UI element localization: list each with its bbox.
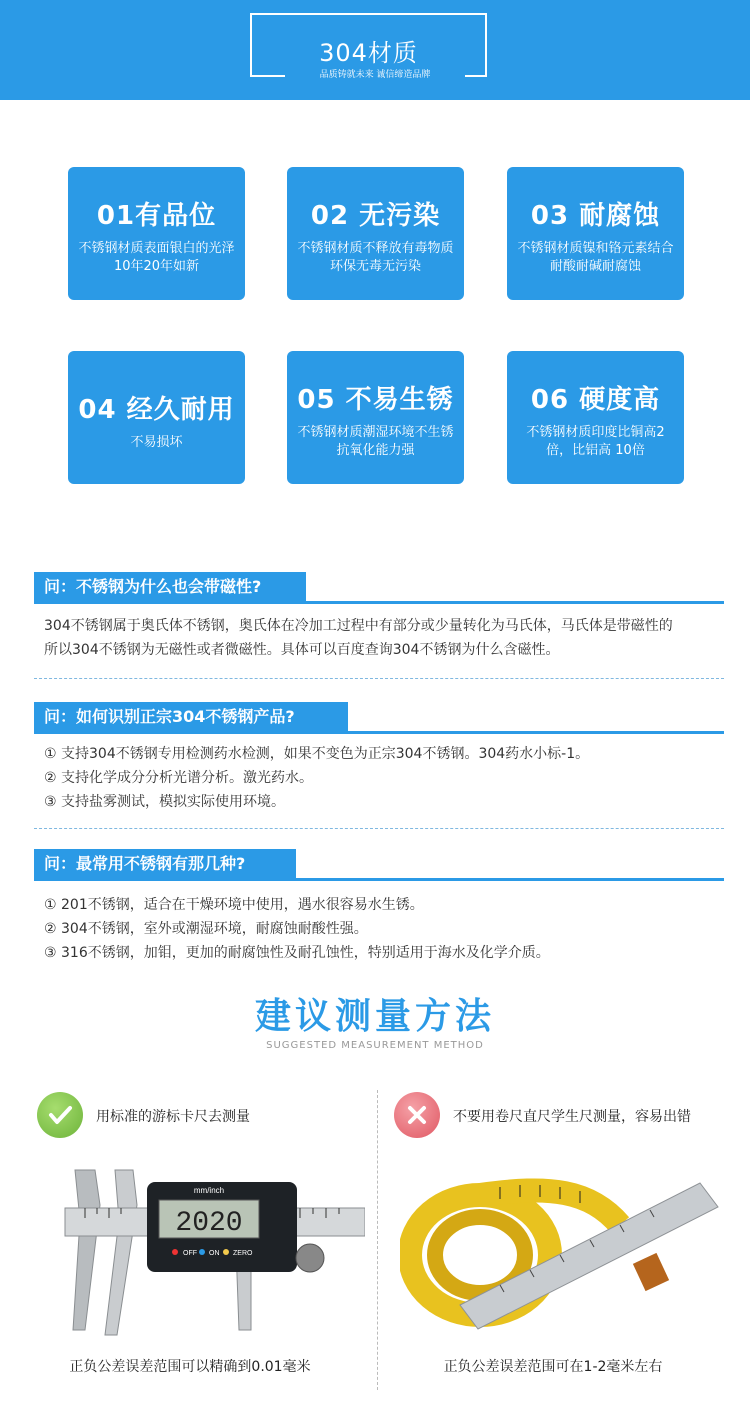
good-caption: 正负公差误差范围可以精确到0.01毫米	[69, 1359, 311, 1375]
caliper-on-label: ON	[209, 1250, 220, 1257]
feature-title: 04 经久耐用	[78, 395, 235, 425]
feature-card	[287, 351, 464, 484]
feature-card	[507, 167, 684, 300]
feature-desc: 不锈钢材质不释放有毒物质环保无毒无污染	[297, 241, 454, 274]
caliper-zero-label: ZERO	[233, 1250, 253, 1257]
bad-caption: 正负公差误差范围可在1-2毫米左右	[443, 1359, 663, 1375]
question-heading: 问：最常用不锈钢有那几种?	[34, 849, 296, 879]
answer-line: 所以304不锈钢为无磁性或者微磁性。具体可以百度查询304不锈钢为什么含磁性。	[44, 642, 560, 658]
dashed-divider	[34, 678, 724, 679]
feature-card	[287, 167, 464, 300]
header-title: 304材质	[319, 39, 418, 67]
question-underline	[34, 878, 724, 881]
header-banner	[0, 0, 750, 100]
feature-card	[68, 167, 245, 300]
dashed-divider	[34, 828, 724, 829]
measure-subtitle: SUGGESTED MEASUREMENT METHOD	[266, 1040, 484, 1051]
question-heading: 问：不锈钢为什么也会带磁性?	[34, 572, 306, 602]
good-method-label: 用标准的游标卡尺去测量	[96, 1109, 250, 1125]
feature-title: 02 无污染	[310, 201, 441, 231]
answer-line: ② 支持化学成分分析光谱分析。激光药水。	[44, 770, 313, 786]
feature-title: 05 不易生锈	[297, 385, 454, 415]
question-underline	[34, 731, 724, 734]
feature-desc: 不锈钢材质印度比铜高2倍，比铝高 10倍	[526, 425, 665, 458]
answer-line: 304不锈钢属于奥氏体不锈钢，奥氏体在冷加工过程中有部分或少量转化为马氏体，马氏体是带磁性的	[44, 618, 673, 634]
check-icon	[37, 1092, 83, 1138]
question-heading: 问：如何识别正宗304不锈钢产品?	[34, 702, 348, 732]
header-subtitle: 品质铸就未来 诚信缔造品牌	[285, 67, 465, 83]
caliper-unit-label: mm/inch	[193, 1186, 225, 1195]
answer-line: ① 支持304不锈钢专用检测药水检测，如果不变色为正宗304不锈钢。304药水小标-1。	[44, 746, 590, 762]
feature-title: 01有品位	[96, 201, 217, 231]
answer-line: ③ 316不锈钢，加钼，更加的耐腐蚀性及耐孔蚀性，特别适用于海水及化学介质。	[44, 945, 550, 961]
measure-title: 建议测量方法	[254, 996, 495, 1037]
answer-line: ① 201不锈钢，适合在干燥环境中使用，遇水很容易水生锈。	[44, 897, 424, 913]
feature-title: 06 硬度高	[530, 385, 661, 415]
question-underline	[34, 601, 724, 604]
bad-method-label: 不要用卷尺直尺学生尺测量，容易出错	[453, 1109, 691, 1125]
vertical-divider	[377, 1090, 378, 1390]
feature-desc: 不锈钢材质潮湿环境不生锈抗氧化能力强	[297, 425, 454, 458]
caliper-off-label: OFF	[183, 1250, 197, 1257]
caliper-image	[55, 1160, 365, 1340]
tape-ruler-image	[400, 1165, 730, 1345]
feature-card	[68, 351, 245, 484]
feature-title: 03 耐腐蚀	[530, 201, 661, 231]
caliper-display: 2020	[175, 1208, 243, 1239]
feature-desc: 不锈钢材质镍和铬元素结合耐酸耐碱耐腐蚀	[517, 241, 674, 274]
answer-line: ② 304不锈钢，室外或潮湿环境，耐腐蚀耐酸性强。	[44, 921, 368, 937]
feature-desc: 不易损坏	[130, 435, 183, 450]
feature-desc: 不锈钢材质表面银白的光泽10年20年如新	[78, 241, 235, 274]
cross-icon	[394, 1092, 440, 1138]
feature-card	[507, 351, 684, 484]
answer-line: ③ 支持盐雾测试，模拟实际使用环境。	[44, 794, 285, 810]
